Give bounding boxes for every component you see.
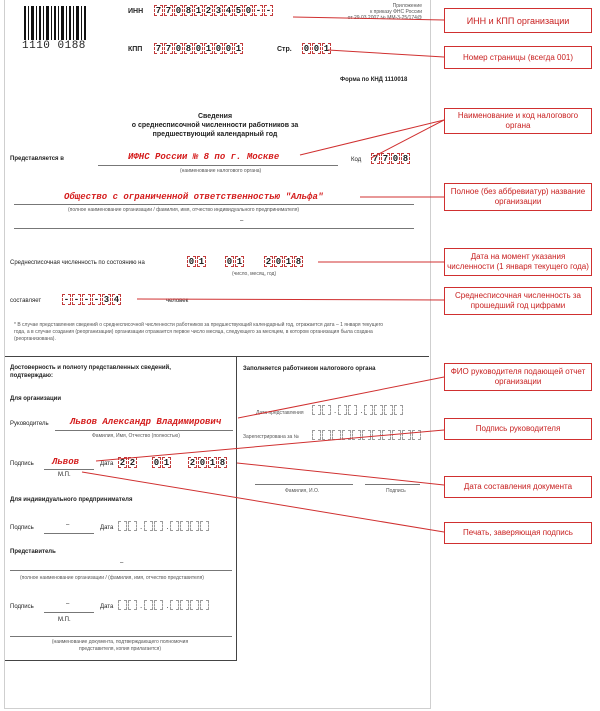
kpp-digit: 0 xyxy=(215,44,222,54)
date-digit: 2 xyxy=(265,257,272,267)
inn-digit: 8 xyxy=(185,6,192,16)
code-digit: 0 xyxy=(392,154,399,164)
appendix-line: Приложение xyxy=(392,3,422,9)
empty-cell[interactable] xyxy=(200,521,209,531)
empty-cell[interactable] xyxy=(118,600,127,610)
empty-cell[interactable] xyxy=(312,430,321,440)
callout-stamp: Печать, заверяющая подпись xyxy=(444,522,592,544)
form-title xyxy=(95,112,335,139)
footnote: * В случае представления сведений о среднесписочной численности работников за предшествующий календарный год, отражается дата – 1 января текущего года, а в случае создания (реорганизации) организации отражается первое число месяца, следующего за месяцем, в котором организация была создана (реорганизована). xyxy=(14,322,384,342)
empty-cell[interactable] xyxy=(402,430,411,440)
callout-head-signature: Подпись руководителя xyxy=(444,418,592,440)
count-digit: - xyxy=(93,295,100,305)
empty-cell[interactable] xyxy=(144,600,153,610)
sign-date-digit: 2 xyxy=(129,458,136,468)
barcode xyxy=(24,6,88,40)
sign-underline xyxy=(44,469,94,470)
date-year-cells xyxy=(264,256,304,268)
date-digit: 0 xyxy=(275,257,282,267)
date-sep: . xyxy=(166,601,169,610)
sign-day-cells xyxy=(118,457,138,469)
organization-underline-2 xyxy=(14,228,414,229)
kpp-digit: 0 xyxy=(225,44,232,54)
date-digit: 1 xyxy=(236,257,243,267)
callout-head-fio: ФИО руководителя подающей отчет организации xyxy=(444,363,592,391)
sign-date-digit: 2 xyxy=(189,458,196,468)
page-label: Стр. xyxy=(277,46,292,53)
empty-cell[interactable] xyxy=(312,405,321,415)
date-day-cells xyxy=(187,256,207,268)
officer-name-underline xyxy=(255,484,353,485)
empty-cell[interactable] xyxy=(338,405,347,415)
inn-digit: 2 xyxy=(205,6,212,16)
callout-tax-office: Наименование и код налогового органа xyxy=(444,108,592,134)
callout-headcount-date: Дата на момент указания численности (1 января текущего года) xyxy=(444,248,592,276)
stamp-mark: М.П. xyxy=(58,472,71,478)
count-cells xyxy=(62,294,122,306)
empty-cell[interactable] xyxy=(170,521,179,531)
title-line: Сведения xyxy=(197,113,233,120)
callout-inn-kpp: ИНН и КПП организации xyxy=(444,8,592,33)
empty-cell[interactable] xyxy=(180,521,189,531)
date-digit: 0 xyxy=(226,257,233,267)
for-org-label: Для организации xyxy=(10,396,62,402)
form-code: Форма по КНД 1110018 xyxy=(340,77,408,83)
registered-label: Зарегистрирована за № xyxy=(243,434,300,440)
inn-digit: 3 xyxy=(215,6,222,16)
submission-date-cells xyxy=(312,405,404,417)
appendix-note xyxy=(340,3,422,21)
inn-digit: 0 xyxy=(245,6,252,16)
empty-cell[interactable] xyxy=(412,430,421,440)
empty-cell[interactable] xyxy=(190,600,199,610)
submitted-label: Представляется в xyxy=(10,156,64,162)
callout-page-number: Номер страницы (всегда 001) xyxy=(444,46,592,69)
inn-label: ИНН xyxy=(128,8,144,15)
doc-caption xyxy=(30,639,210,653)
ip-sign-label: Подпись xyxy=(10,525,34,531)
tax-officer-heading: Заполняется работником налогового органа xyxy=(243,366,376,372)
empty-cell[interactable] xyxy=(384,405,393,415)
title-line: о среднесписочной численности работников за xyxy=(131,122,299,129)
sign-label: Подпись xyxy=(10,461,34,467)
inn-digit: 7 xyxy=(165,6,172,16)
rep-sign-underline xyxy=(44,612,94,613)
section-divider xyxy=(5,356,429,357)
for-ip-label: Для индивидуального предпринимателя xyxy=(10,497,133,503)
kpp-digit: 0 xyxy=(195,44,202,54)
rep-caption: (полное наименование организации / (фамилия, имя, отчество представителя) xyxy=(20,575,204,581)
count-digit: 3 xyxy=(103,295,110,305)
date-digit: 0 xyxy=(188,257,195,267)
barcode-bars xyxy=(24,6,88,40)
date-sep: . xyxy=(166,522,169,531)
head-underline xyxy=(55,430,233,431)
code-cells xyxy=(371,153,411,165)
registered-cells xyxy=(312,430,422,442)
inn-digit: 4 xyxy=(225,6,232,16)
inn-digit: - xyxy=(255,6,262,16)
callout-document-date: Дата составления документа xyxy=(444,476,592,498)
kpp-digit: 8 xyxy=(185,44,192,54)
inn-digit: - xyxy=(265,6,272,16)
empty-cell[interactable] xyxy=(364,405,373,415)
date-digit: 8 xyxy=(295,257,302,267)
head-name: Львов Александр Владимирович xyxy=(70,417,222,427)
page-digit: 0 xyxy=(303,44,310,54)
empty-cell[interactable] xyxy=(322,430,331,440)
count-digit: 4 xyxy=(113,295,120,305)
officer-name-caption: Фамилия, И.О. xyxy=(285,488,320,494)
inn-digit: 7 xyxy=(155,6,162,16)
empty-cell[interactable] xyxy=(154,600,163,610)
empty-cell[interactable] xyxy=(382,430,391,440)
sign-date-digit: 1 xyxy=(209,458,216,468)
barcode-number: 1110 0188 xyxy=(22,40,86,52)
sign-value: Львов xyxy=(52,457,80,467)
count-unit: человек xyxy=(166,298,189,304)
date-sep: . xyxy=(140,522,143,531)
code-digit: 7 xyxy=(372,154,379,164)
head-label: Руководитель xyxy=(10,421,49,427)
rep-sign-dash: – xyxy=(66,601,70,607)
submission-date-label: Дата представления xyxy=(256,410,304,416)
rep-date-cells xyxy=(118,600,210,612)
confirm-heading-line: подтверждаю: xyxy=(10,373,54,379)
count-digit: - xyxy=(83,295,90,305)
appendix-line: от 29.03.2007 № ММ-3-25/174@ xyxy=(347,15,422,21)
empty-cell[interactable] xyxy=(352,430,361,440)
head-caption: Фамилия, Имя, Отчество (полностью) xyxy=(92,433,180,439)
callout-headcount-value: Среднесписочная численность за прошедший год цифрами xyxy=(444,287,592,315)
doc-caption-line: (наименование документа, подтверждающего полномочия xyxy=(51,639,189,645)
empty-cell[interactable] xyxy=(348,405,357,415)
date-digit: 1 xyxy=(198,257,205,267)
tax-office-underline xyxy=(98,165,338,166)
kpp-label: КПП xyxy=(128,46,143,53)
vertical-divider xyxy=(236,356,237,660)
callout-organization-name: Полное (без аббревиатур) название организации xyxy=(444,183,592,211)
empty-cell[interactable] xyxy=(374,405,383,415)
empty-cell[interactable] xyxy=(332,430,341,440)
empty-cell[interactable] xyxy=(128,521,137,531)
code-digit: 8 xyxy=(402,154,409,164)
inn-digit: 5 xyxy=(235,6,242,16)
doc-caption-line: представителя, копия прилагается) xyxy=(78,646,162,652)
kpp-digit: 1 xyxy=(235,44,242,54)
count-digit: - xyxy=(73,295,80,305)
empty-cell[interactable] xyxy=(180,600,189,610)
empty-cell[interactable] xyxy=(128,600,137,610)
rep-stamp-mark: М.П. xyxy=(58,617,71,623)
empty-cell[interactable] xyxy=(144,521,153,531)
empty-cell[interactable] xyxy=(154,521,163,531)
empty-cell[interactable] xyxy=(342,430,351,440)
sign-date-digit: 2 xyxy=(119,458,126,468)
doc-underline xyxy=(10,636,232,637)
rep-sign-label: Подпись xyxy=(10,604,34,610)
page-digit: 1 xyxy=(323,44,330,54)
empty-cell[interactable] xyxy=(190,521,199,531)
empty-cell[interactable] xyxy=(392,430,401,440)
empty-cell[interactable] xyxy=(322,405,331,415)
date-sep: . xyxy=(360,406,363,415)
sign-date-digit: 8 xyxy=(219,458,226,468)
appendix-line: к приказу ФНС России xyxy=(370,9,422,15)
kpp-digit: 7 xyxy=(165,44,172,54)
inn-cells xyxy=(154,5,274,17)
rep-heading: Представитель xyxy=(10,549,56,555)
confirm-heading-line: Достоверность и полноту представленных сведений, xyxy=(10,365,171,371)
count-label: составляет xyxy=(10,298,42,304)
headcount-date-label: Среднесписочная численность по состоянию на xyxy=(10,260,145,266)
empty-cell[interactable] xyxy=(372,430,381,440)
date-month-cells xyxy=(225,256,245,268)
title-line: предшествующий календарный год xyxy=(152,131,278,138)
empty-cell[interactable] xyxy=(118,521,127,531)
code-digit: 7 xyxy=(382,154,389,164)
ip-sign-underline xyxy=(44,533,94,534)
confirm-heading xyxy=(10,364,171,380)
sign-date-digit: 1 xyxy=(163,458,170,468)
organization-dash: – xyxy=(240,218,244,224)
rep-underline xyxy=(10,570,232,571)
kpp-digit: 1 xyxy=(205,44,212,54)
sign-date-label: Дата xyxy=(100,461,114,467)
ip-date-cells xyxy=(118,521,210,533)
date-sep: . xyxy=(140,601,143,610)
organization-underline xyxy=(14,204,414,205)
count-digit: - xyxy=(63,295,70,305)
sign-year-cells xyxy=(188,457,228,469)
empty-cell[interactable] xyxy=(362,430,371,440)
page-digit: 0 xyxy=(313,44,320,54)
bottom-divider xyxy=(5,660,237,661)
code-label: Код xyxy=(351,157,362,163)
officer-sign-underline xyxy=(365,484,420,485)
sign-date-digit: 0 xyxy=(199,458,206,468)
inn-digit: 1 xyxy=(195,6,202,16)
ip-date-label: Дата xyxy=(100,525,114,531)
kpp-digit: 0 xyxy=(175,44,182,54)
page-cells xyxy=(302,43,332,55)
officer-sign-caption: Подпись xyxy=(386,488,406,494)
empty-cell[interactable] xyxy=(170,600,179,610)
empty-cell[interactable] xyxy=(394,405,403,415)
organization-caption: (полное наименование организации / фамилия, имя, отчество индивидуального предпринимателя) xyxy=(68,207,300,213)
date-caption: (число, месяц, год) xyxy=(232,271,277,277)
tax-office-name: ИФНС России № 8 по г. Москве xyxy=(128,152,280,162)
empty-cell[interactable] xyxy=(200,600,209,610)
kpp-cells xyxy=(154,43,244,55)
tax-office-caption: (наименование налогового органа) xyxy=(180,168,262,174)
rep-date-label: Дата xyxy=(100,604,114,610)
date-sep: . xyxy=(334,406,337,415)
sign-month-cells xyxy=(152,457,172,469)
kpp-digit: 7 xyxy=(155,44,162,54)
ip-sign-dash: – xyxy=(66,522,70,528)
organization-name: Общество с ограниченной ответственностью "Альфа" xyxy=(64,192,324,202)
sign-date-digit: 0 xyxy=(153,458,160,468)
inn-digit: 0 xyxy=(175,6,182,16)
rep-dash: – xyxy=(120,560,124,566)
date-digit: 1 xyxy=(285,257,292,267)
